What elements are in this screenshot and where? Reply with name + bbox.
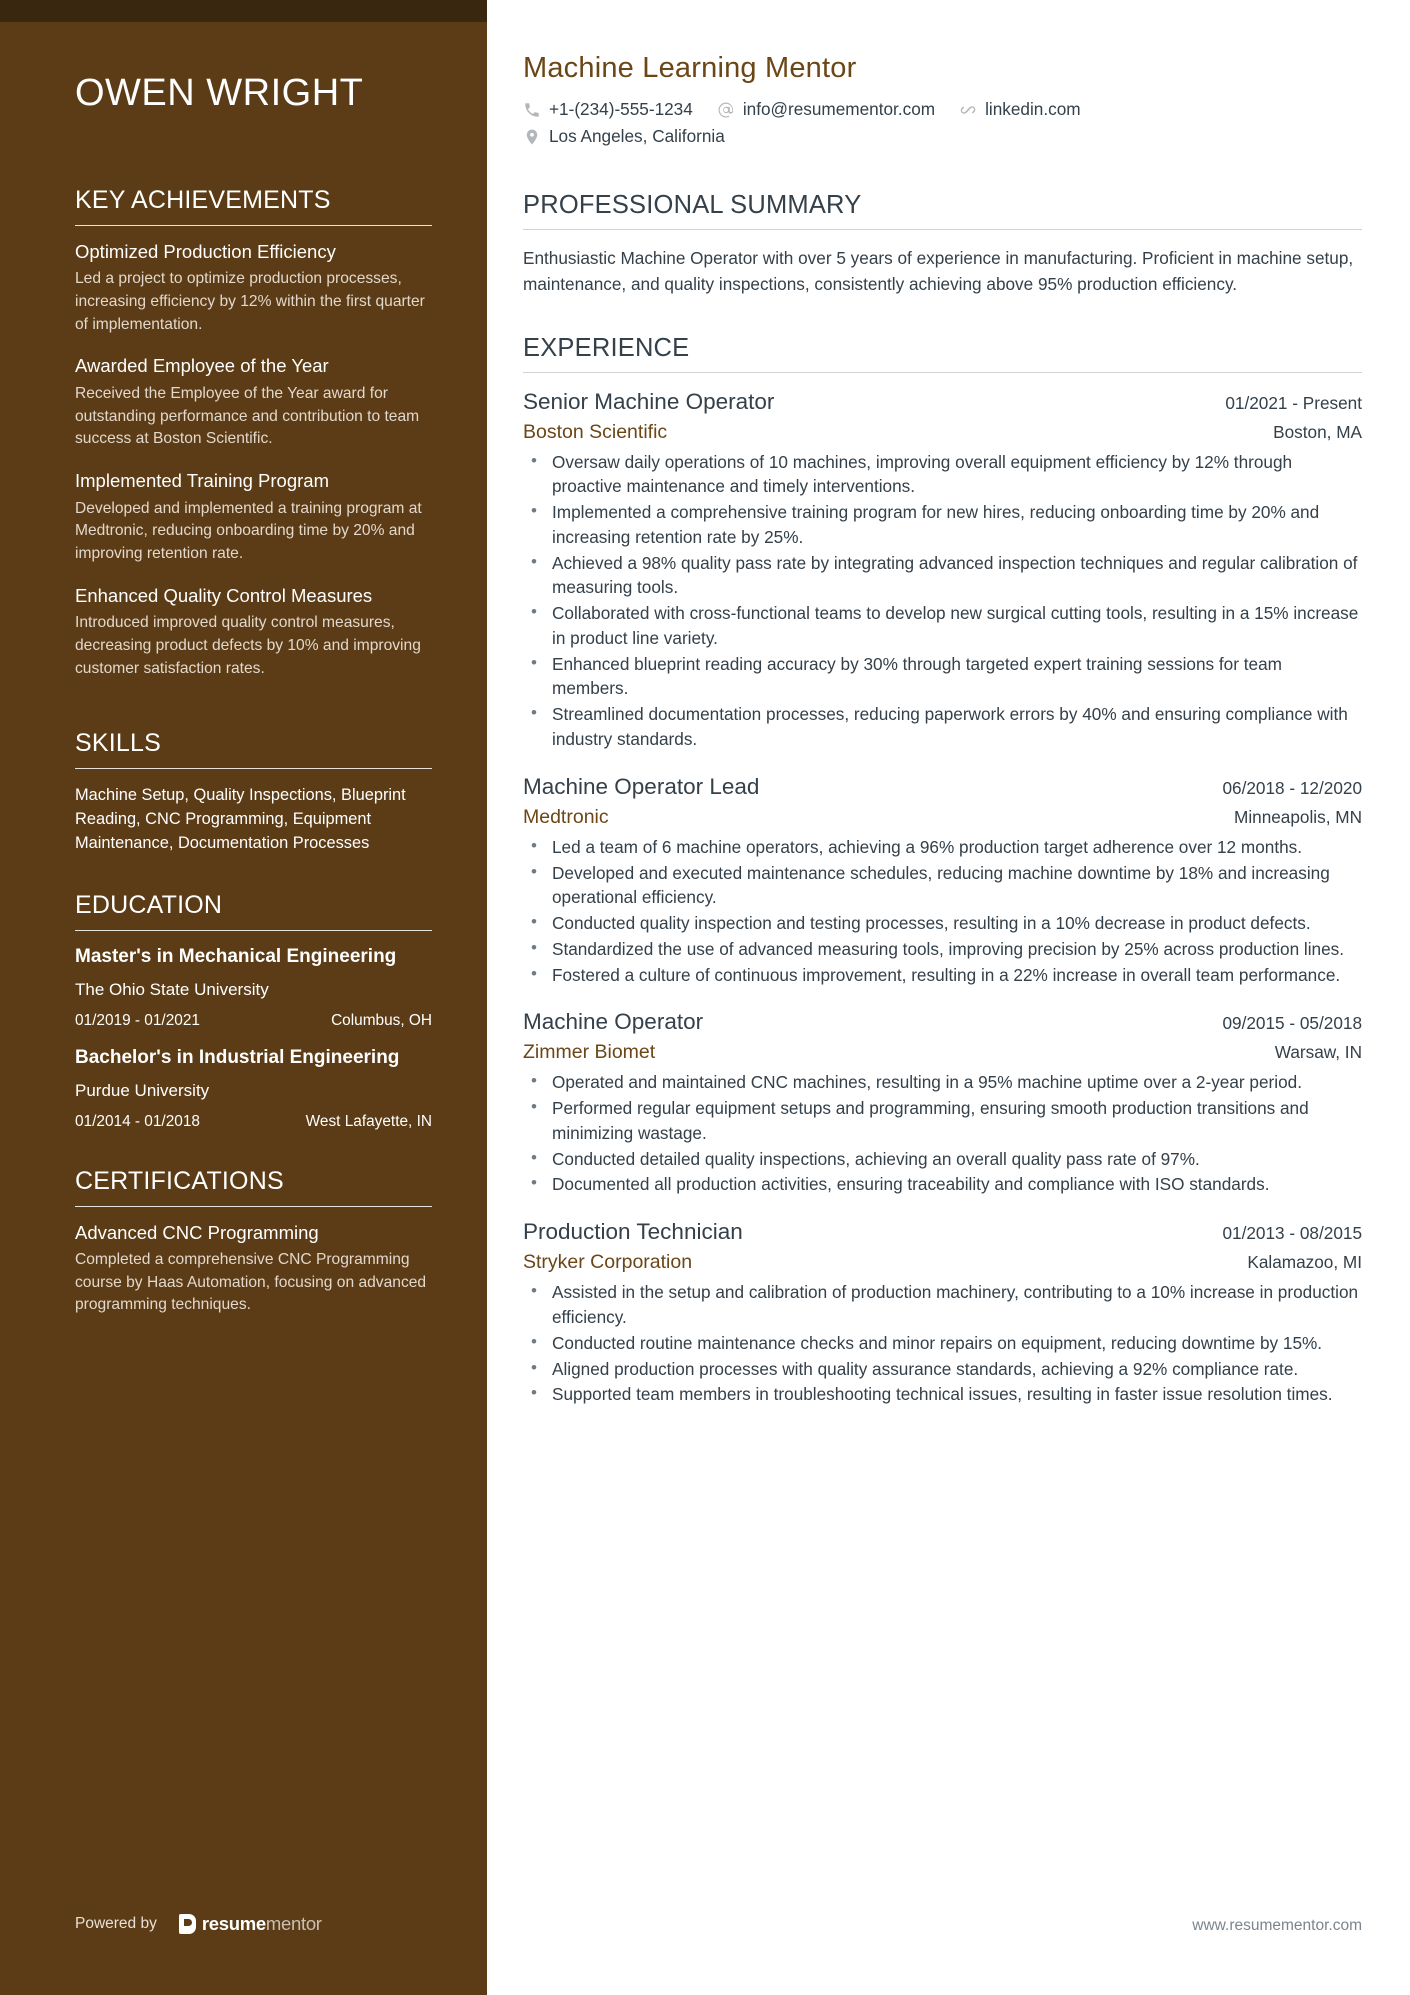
bullet-item: • Assisted in the setup and calibration of production machinery, contributing to a 10% increase in production efficiency. [523,1280,1362,1330]
experience-bullets [523,835,1362,988]
bullet-item: • Aligned production processes with quality assurance standards, achieving a 92% compliance rate. [523,1357,1362,1382]
experience-dates: 01/2013 - 08/2015 [1222,1223,1362,1244]
experience-bullets [523,1070,1362,1197]
bullet-item: • Collaborated with cross-functional teams to develop new surgical cutting tools, resulting in a 15% increase in product line variety. [523,601,1362,651]
achievement-item [75,584,432,681]
job-title: Machine Learning Mentor [523,52,857,84]
achievement-item [75,240,432,337]
contact-location-value: Los Angeles, California [549,126,725,146]
contact-row-primary [523,99,1362,120]
at-icon [717,101,735,119]
spacer [75,861,432,891]
bullet-item: • Documented all production activities, ensuring traceability and compliance with ISO standards. [523,1172,1362,1197]
achievement-item [75,354,432,451]
contact-website-value: linkedin.com [985,99,1081,119]
experience-header [523,389,1362,415]
achievement-item [75,469,432,566]
spacer [75,1147,432,1167]
map-pin-icon [523,128,541,146]
bullet-item: • Implemented a comprehensive training program for new hires, reducing onboarding time by 20% and increasing retention rate by 25%. [523,500,1362,550]
divider [523,229,1362,230]
bullet-item: • Conducted routine maintenance checks and minor repairs on equipment, reducing downtime by 15%. [523,1331,1362,1356]
experience-subheader [523,1251,1362,1274]
education-degree: Master's in Mechanical Engineering [75,946,397,968]
main-content [487,0,1410,1995]
experience-location: Minneapolis, MN [1234,806,1362,827]
achievement-description: Developed and implemented a training program at Medtronic, reducing onboarding time by 20% and improving retention rate. [75,499,422,563]
education-heading: EDUCATION [75,891,223,920]
section-skills [75,729,432,856]
candidate-name: OWEN WRIGHT [75,72,364,114]
experience-dates: 01/2021 - Present [1225,392,1362,413]
experience-header [523,774,1362,800]
bullet-item: • Developed and executed maintenance schedules, reducing machine downtime by 18% and increasing operational efficiency. [523,861,1362,911]
certification-title: Advanced CNC Programming [75,1221,319,1243]
contact-phone[interactable] [523,99,693,120]
bullet-item: • Enhanced blueprint reading accuracy by 30% through targeted expert training sessions for team members. [523,652,1362,702]
section-key-achievements [75,186,432,681]
logo-text-light: mentor [265,1913,322,1934]
education-school: The Ohio State University [75,980,269,1000]
achievement-title: Enhanced Quality Control Measures [75,584,373,606]
experience-location: Warsaw, IN [1274,1042,1362,1063]
contact-block [523,99,1362,147]
certifications-heading: CERTIFICATIONS [75,1166,284,1195]
experience-subheader [523,421,1362,444]
experience-company: Stryker Corporation [523,1251,693,1274]
skills-list: Machine Setup, Quality Inspections, Blueprint Reading, CNC Programming, Equipment Maintenance, Documentation Processes [75,785,406,853]
experience-item [523,1009,1362,1197]
sidebar [0,0,487,1995]
powered-by-label: Powered by [75,1915,157,1932]
education-item [75,945,432,1030]
education-dates: 01/2019 - 01/2021 [75,1012,200,1030]
skills-heading: SKILLS [75,728,161,757]
experience-bullets [523,1280,1362,1407]
experience-header [523,1009,1362,1035]
experience-item [523,1219,1362,1407]
sidebar-top-accent-bar [0,0,487,22]
contact-phone-value: +1-(234)-555-1234 [549,99,693,119]
experience-item [523,389,1362,752]
experience-location: Kalamazoo, MI [1247,1252,1362,1273]
education-location: West Lafayette, IN [305,1112,432,1130]
experience-subheader [523,1041,1362,1064]
bullet-item: • Oversaw daily operations of 10 machines, improving overall equipment efficiency by 12% through proactive maintenance and timely interventions. [523,450,1362,500]
bullet-item: • Performed regular equipment setups and programming, ensuring smooth production transitions and minimizing wastage. [523,1096,1362,1146]
experience-role: Machine Operator [523,1009,704,1035]
bullet-item: • Fostered a culture of continuous improvement, resulting in a 22% increase in overall team performance. [523,963,1362,988]
achievement-description: Received the Employee of the Year award for outstanding performance and contribution to team success at Boston Scientific. [75,384,420,448]
section-experience [523,334,1362,1407]
link-icon [959,101,977,119]
education-meta [75,1113,432,1131]
experience-dates: 06/2018 - 12/2020 [1222,777,1362,798]
divider [523,372,1362,373]
education-location: Columbus, OH [331,1012,432,1030]
section-professional-summary [523,191,1362,298]
education-dates: 01/2014 - 01/2018 [75,1112,200,1130]
professional-summary-heading: PROFESSIONAL SUMMARY [523,191,862,219]
bullet-item: • Standardized the use of advanced measuring tools, improving precision by 25% across production lines. [523,937,1362,962]
certification-item [75,1221,432,1317]
section-certifications [75,1167,432,1317]
experience-item [523,774,1362,988]
professional-summary-text: Enthusiastic Machine Operator with over 5 years of experience in manufacturing. Proficient in machine setup, maintenance, and quality inspections, consistently achieving above 95% production efficiency. [523,248,1354,294]
achievement-description: Led a project to optimize production processes, increasing efficiency by 12% within the first quarter of implementation. [75,270,425,333]
education-meta [75,1012,432,1030]
bullet-item: • Supported team members in troubleshooting technical issues, resulting in faster issue resolution times. [523,1382,1362,1407]
resumementor-logo-icon [179,1914,196,1934]
contact-location [523,126,725,147]
education-item [75,1046,432,1131]
experience-role: Machine Operator Lead [523,773,760,799]
experience-bullets [523,450,1362,752]
main-footer-url: www.resumementor.com [1192,1917,1362,1934]
achievement-title: Awarded Employee of the Year [75,355,329,377]
bullet-item: • Operated and maintained CNC machines, resulting in a 95% machine uptime over a 2-year period. [523,1070,1362,1095]
logo-text-bold: resume [201,1913,266,1934]
achievement-title: Implemented Training Program [75,470,329,492]
contact-row-location [523,126,1362,147]
experience-subheader [523,806,1362,829]
bullet-item: • Led a team of 6 machine operators, achieving a 96% production target adherence over 12 months. [523,835,1362,860]
key-achievements-heading: KEY ACHIEVEMENTS [75,185,331,214]
experience-heading: EXPERIENCE [523,333,690,362]
divider [75,930,432,931]
contact-website[interactable] [959,99,1081,120]
divider [75,768,432,769]
bullet-item: • Achieved a 98% quality pass rate by integrating advanced inspection techniques and regular calibration of measuring tools. [523,551,1362,601]
education-degree: Bachelor's in Industrial Engineering [75,1047,400,1069]
spacer [75,699,432,729]
divider [75,225,432,226]
achievement-title: Optimized Production Efficiency [75,240,336,262]
contact-email[interactable] [717,99,935,120]
phone-icon [523,101,541,119]
experience-company: Medtronic [523,805,609,828]
resumementor-logo[interactable] [179,1913,322,1935]
education-school: Purdue University [75,1080,210,1100]
experience-company: Zimmer Biomet [523,1041,656,1064]
experience-dates: 09/2015 - 05/2018 [1222,1013,1362,1034]
resumementor-logo-text [202,1913,322,1935]
contact-email-value: info@resumementor.com [742,99,936,119]
sidebar-footer [75,1913,322,1935]
experience-header [523,1219,1362,1245]
experience-company: Boston Scientific [523,420,668,443]
experience-location: Boston, MA [1273,421,1362,442]
bullet-item: • Streamlined documentation processes, reducing paperwork errors by 40% and ensuring compliance with industry standards. [523,702,1362,752]
achievement-description: Introduced improved quality control measures, decreasing product defects by 10% and improving customer satisfaction rates. [75,614,421,677]
section-education [75,891,432,1130]
experience-role: Senior Machine Operator [523,388,775,414]
certification-description: Completed a comprehensive CNC Programming course by Haas Automation, focusing on advanced programming techniques. [75,1250,427,1314]
experience-role: Production Technician [523,1219,743,1245]
bullet-item: • Conducted quality inspection and testing processes, resulting in a 10% decrease in product defects. [523,911,1362,936]
bullet-item: • Conducted detailed quality inspections, achieving an overall quality pass rate of 97%. [523,1147,1362,1172]
divider [75,1206,432,1207]
